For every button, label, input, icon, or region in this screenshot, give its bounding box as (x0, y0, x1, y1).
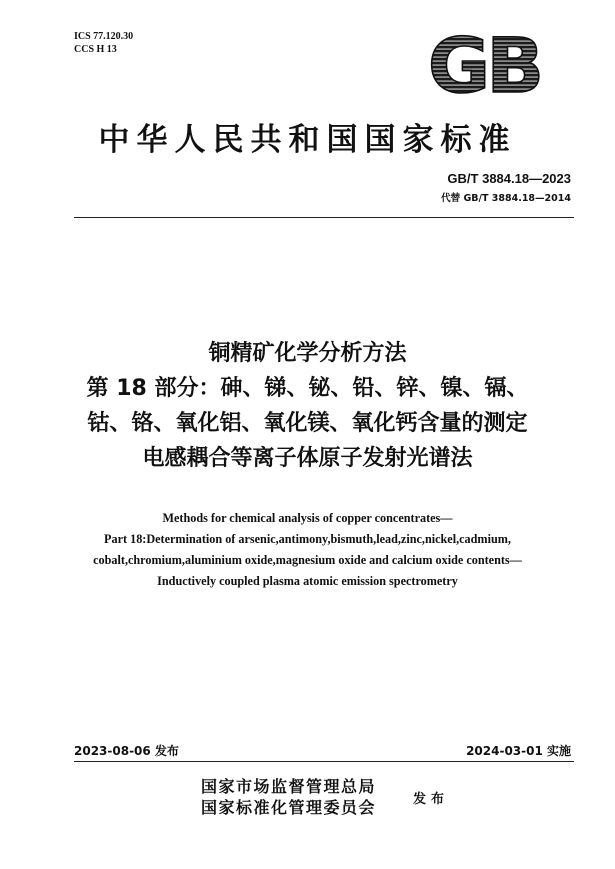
issuer-sac: 国家标准化管理委员会 (201, 798, 377, 817)
replaces-standard: 代替 GB/T 3884.18—2014 (441, 193, 571, 204)
chinese-title-line-3: 钴、铬、氧化铝、氧化镁、氧化钙含量的测定 (87, 411, 528, 436)
issue-date: 2023-08-06 发布 (74, 744, 179, 758)
classification-codes (74, 30, 133, 56)
implementation-date: 2024-03-01 实施 (466, 744, 571, 758)
english-title-line-4: Inductively coupled plasma atomic emission spectrometry (157, 574, 458, 588)
issuing-authorities (201, 776, 376, 818)
english-title-line-1: Methods for chemical analysis of copper concentrates— (162, 511, 453, 525)
national-standard-title: 中华人民共和国国家标准 (98, 122, 517, 158)
chinese-title-line-2: 第 18 部分：砷、锑、铋、铅、锌、镍、镉、 (86, 376, 529, 401)
english-title (0, 508, 615, 592)
ics-code: ICS 77.120.30 (74, 31, 134, 42)
issuer-samr: 国家市场监督管理总局 (201, 777, 377, 796)
gb-logo (420, 30, 548, 100)
gb-logo-text: GB (427, 30, 541, 100)
standard-number: GB/T 3884.18—2023 (447, 171, 571, 186)
chinese-title-line-1: 铜精矿化学分析方法 (208, 341, 407, 366)
chinese-title-line-4: 电感耦合等离子体原子发射光谱法 (142, 446, 473, 471)
ccs-code: CCS H 13 (74, 44, 117, 55)
english-title-line-2: Part 18:Determination of arsenic,antimony,bismuth,lead,zinc,nickel,cadmium, (104, 532, 511, 546)
header-divider (74, 217, 574, 218)
chinese-title (0, 336, 615, 476)
english-title-line-3: cobalt,chromium,aluminium oxide,magnesium oxide and calcium oxide contents— (93, 553, 522, 567)
publish-label: 发布 (413, 792, 450, 807)
footer-divider (74, 761, 574, 762)
